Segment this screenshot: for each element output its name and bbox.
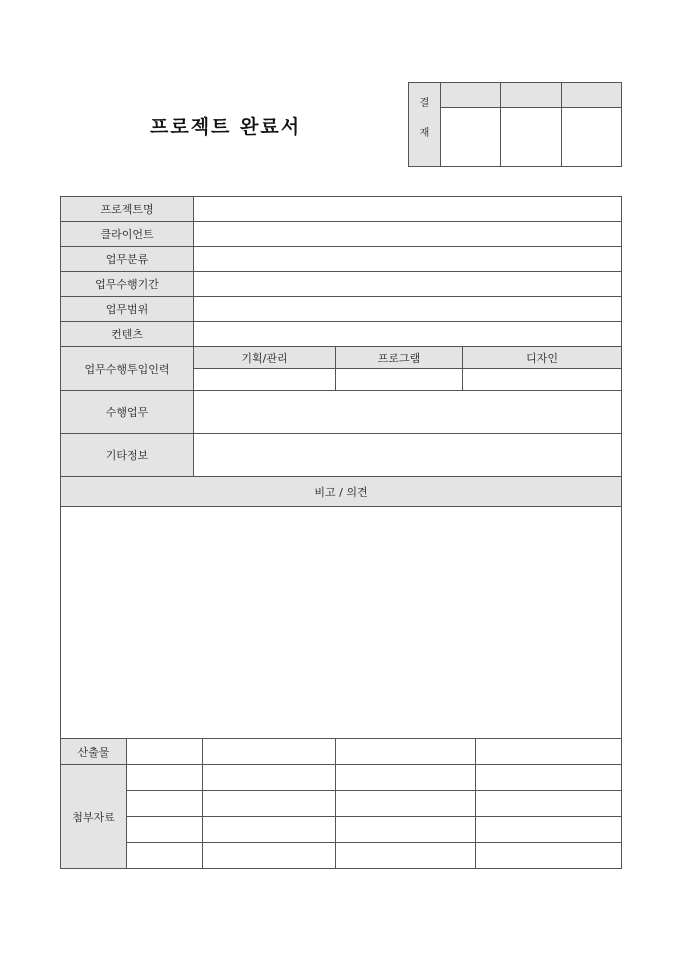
client-value[interactable] [194, 222, 622, 247]
approval-label [409, 83, 441, 167]
period-value[interactable] [194, 272, 622, 297]
attachment-cell[interactable] [127, 817, 203, 843]
attachment-cell[interactable] [336, 817, 476, 843]
attachment-cell[interactable] [203, 843, 336, 869]
approval-sign-cell[interactable] [441, 108, 501, 167]
scope-value[interactable] [194, 297, 622, 322]
duties-label: 수행업무 [61, 391, 194, 434]
approval-header-cell [441, 83, 501, 108]
attachment-cell[interactable] [127, 791, 203, 817]
attachment-cell[interactable] [203, 817, 336, 843]
category-label: 업무분류 [61, 247, 194, 272]
attachment-cell[interactable] [203, 791, 336, 817]
output-label: 산출물 [61, 739, 127, 765]
manpower-col-planning: 기획/관리 [194, 347, 336, 369]
manpower-design-value[interactable] [463, 369, 622, 391]
output-cell[interactable] [476, 739, 622, 765]
etc-value[interactable] [194, 434, 622, 477]
project-name-label: 프로젝트명 [61, 197, 194, 222]
manpower-planning-value[interactable] [194, 369, 336, 391]
duties-value[interactable] [194, 391, 622, 434]
approval-header-cell [501, 83, 561, 108]
manpower-col-design: 디자인 [463, 347, 622, 369]
category-value[interactable] [194, 247, 622, 272]
attachment-cell[interactable] [127, 843, 203, 869]
attachments-label: 첨부자료 [61, 765, 127, 869]
contents-value[interactable] [194, 322, 622, 347]
attachment-cell[interactable] [336, 843, 476, 869]
manpower-col-program: 프로그램 [336, 347, 463, 369]
manpower-program-value[interactable] [336, 369, 463, 391]
attachment-cell[interactable] [476, 791, 622, 817]
attachment-cell[interactable] [127, 765, 203, 791]
approval-label-bottom: 재 [419, 128, 430, 139]
project-name-value[interactable] [194, 197, 622, 222]
output-cell[interactable] [203, 739, 336, 765]
attachment-cell[interactable] [476, 765, 622, 791]
contents-label: 컨텐츠 [61, 322, 194, 347]
approval-sign-cell[interactable] [561, 108, 621, 167]
completion-form [60, 196, 622, 869]
output-cell[interactable] [127, 739, 203, 765]
remarks-header: 비고 / 의견 [61, 477, 622, 507]
approval-header-cell [561, 83, 621, 108]
etc-label: 기타정보 [61, 434, 194, 477]
period-label: 업무수행기간 [61, 272, 194, 297]
attachment-cell[interactable] [336, 765, 476, 791]
remarks-area[interactable] [61, 507, 622, 739]
attachment-cell[interactable] [476, 843, 622, 869]
document-title: 프로젝트 완료서 [150, 116, 302, 138]
approval-label-top: 결 [419, 98, 430, 109]
manpower-label: 업무수행투입인력 [61, 347, 194, 391]
output-cell[interactable] [336, 739, 476, 765]
client-label: 클라이언트 [61, 222, 194, 247]
attachment-cell[interactable] [336, 791, 476, 817]
approval-sign-cell[interactable] [501, 108, 561, 167]
approval-box [408, 82, 622, 167]
attachment-cell[interactable] [476, 817, 622, 843]
scope-label: 업무범위 [61, 297, 194, 322]
attachment-cell[interactable] [203, 765, 336, 791]
